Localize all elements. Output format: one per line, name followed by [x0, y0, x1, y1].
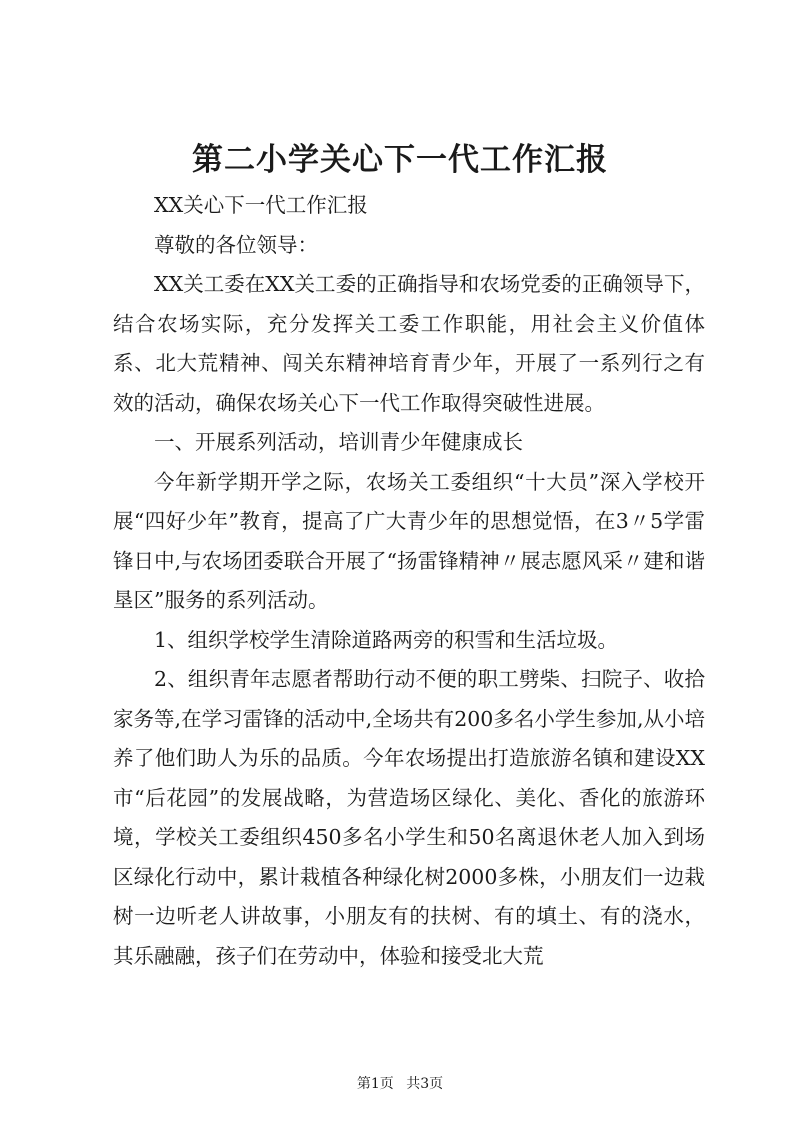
paragraph-intro: XX关工委在XX关工委的正确指导和农场党委的正确领导下，结合农场实际，充分发挥关工委工作职能，用社会主义价值体系、北大荒精神、闯关东精神培育青少年，开展了一系列行之有效的活动，确保农场关心下一代工作取得突破性进展。 — [113, 272, 705, 415]
page-footer — [0, 1074, 800, 1094]
document-title: 第二小学关心下一代工作汇报 — [192, 142, 608, 178]
paragraph-salutation: 尊敬的各位领导： — [154, 232, 318, 257]
paragraph-item-2: 2、组织青年志愿者帮助行动不便的职工劈柴、扫院子、收拾家务等,在学习雷锋的活动中,全场共有200多名小学生参加,从小培养了他们助人为乐的品质。今年农场提出打造旅游名镇和建设XX市“后花园”的发展战略，为营造场区绿化、美化、香化的旅游环境，学校关工委组织450多名小学生和50名离退休老人加入到场区绿化行动中，累计栽植各种绿化树2000多株，小朋友们一边栽树一边听老人讲故事，小朋友有的扶树、有的填土、有的浇水，其乐融融，孩子们在劳动中，体验和接受北大荒 — [113, 667, 705, 968]
paragraph-subtitle: XX关心下一代工作汇报 — [154, 193, 368, 217]
paragraph-activities: 今年新学期开学之际，农场关工委组织“十大员”深入学校开展“四好少年”教育，提高了广大青少年的思想觉悟，在3〃5学雷锋日中,与农场团委联合开展了“扬雷锋精神〃展志愿风采〃建和谐垦区”服务的系列活动。 — [113, 469, 705, 612]
page-total: 共3页 — [406, 1076, 444, 1092]
paragraph-item-1: 1、组织学校学生清除道路两旁的积雪和生活垃圾。 — [154, 627, 619, 652]
document-body — [113, 186, 705, 976]
paragraph-section-heading: 一、开展系列活动，培训青少年健康成长 — [154, 430, 523, 454]
page-number: 第1页 — [356, 1076, 394, 1092]
